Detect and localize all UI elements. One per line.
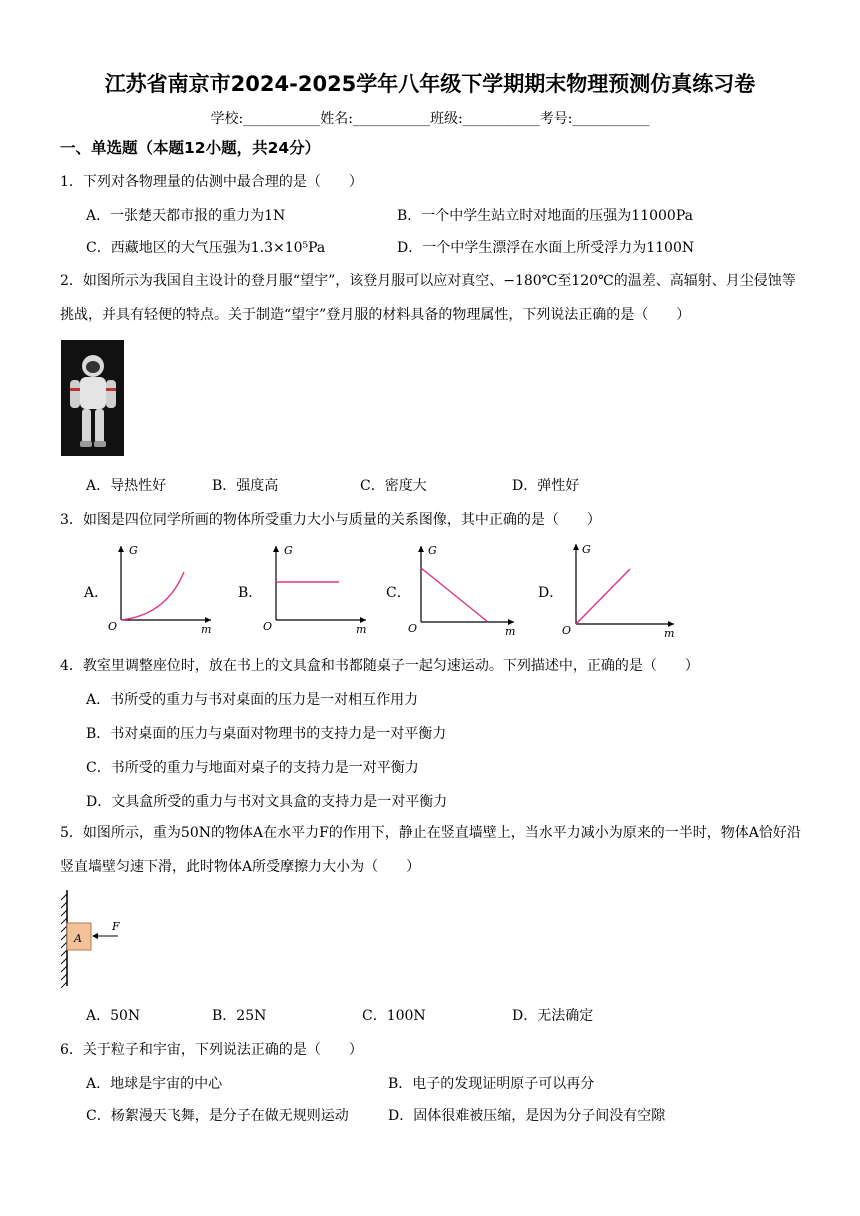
q5-option-d: D．无法确定 [512,1008,594,1024]
q3-graph-b [261,540,371,635]
question-6-stem: 6．关于粒子和宇宙，下列说法正确的是（ ） [60,1042,363,1058]
q6-option-a: A．地球是宇宙的中心 [86,1076,223,1092]
q3-option-c: C． [386,585,411,601]
axis-m: m [505,625,516,637]
axis-m: m [664,627,675,640]
q3-graph-a [106,540,216,635]
q2-option-b: B．强度高 [212,478,279,494]
axis-g: G [428,544,437,557]
q6-option-b: B．电子的发现证明原子可以再分 [388,1076,595,1092]
q6-option-d: D．固体很难被压缩，是因为分子间没有空隙 [388,1108,666,1124]
q2-option-c: C．密度大 [360,478,427,494]
question-1-stem: 1．下列对各物理量的估测中最合理的是（ ） [60,174,363,190]
axis-m: m [201,623,212,635]
q3-graph-d [560,540,678,640]
q2-option-a: A．导热性好 [86,478,167,494]
q4-option-a: A．书所受的重力与书对桌面的压力是一对相互作用力 [86,692,419,708]
question-4-stem: 4．教室里调整座位时，放在书上的文具盒和书都随桌子一起匀速运动。下列描述中，正确的是（ ） [60,658,699,674]
q3-option-d: D． [538,585,564,601]
q3-option-b: B． [238,585,263,601]
q3-option-a: A． [84,585,109,601]
student-info-line: 学校:___________姓名:___________班级:___________考号:___________ [210,111,650,127]
q5-option-a: A．50N [86,1008,141,1024]
q5-option-c: C．100N [362,1008,426,1024]
q3-graph-c [404,540,519,637]
axis-g: G [284,544,293,557]
q4-option-c: C．书所受的重力与地面对桌子的支持力是一对平衡力 [86,760,419,776]
q2-option-d: D．弹性好 [512,478,580,494]
q1-option-d: D．一个中学生漂浮在水面上所受浮力为1100N [397,240,695,256]
q4-option-d: D．文具盒所受的重力与书对文具盒的支持力是一对平衡力 [86,794,448,810]
axis-g: G [129,544,138,557]
wall-block-figure [60,888,152,988]
q1-option-c: C．西藏地区的大气压强为1.3×10⁵Pa [86,240,326,256]
q4-option-b: B．书对桌面的压力与桌面对物理书的支持力是一对平衡力 [86,726,447,742]
q6-option-c: C．杨絮漫天飞舞，是分子在做无规则运动 [86,1108,349,1124]
axis-m: m [356,623,367,635]
section-heading: 一、单选题（本题12小题，共24分） [60,139,321,157]
question-2-stem: 2．如图所示为我国自主设计的登月服“望宇”，该登月服可以应对真空、−180℃至120℃的温差、高辐射、月尘侵蚀等挑战，并具有轻便的特点。关于制造“望宇”登月服的材料具备的物理属性，下列说法正确的是（ ） [60,273,796,323]
axis-g: G [582,543,591,556]
origin-o: O [562,624,572,637]
block-label: A [74,932,82,945]
q1-option-a: A．一张楚天都市报的重力为1N [86,208,286,224]
astronaut-photo [61,340,124,456]
origin-o: O [408,622,418,635]
q5-option-b: B．25N [212,1008,267,1024]
q1-option-b: B．一个中学生站立时对地面的压强为11000Pa [397,208,693,224]
force-label: F [112,920,120,933]
question-3-stem: 3．如图是四位同学所画的物体所受重力大小与质量的关系图像，其中正确的是（ ） [60,512,601,528]
question-5-stem: 5．如图所示，重为50N的物体A在水平力F的作用下，静止在竖直墙壁上，当水平力减小为原来的一半时，物体A恰好沿竖直墙壁匀速下滑，此时物体A所受摩擦力大小为（ ） [60,825,801,875]
document-title: 江苏省南京市2024-2025学年八年级下学期期末物理预测仿真练习卷 [104,72,756,96]
origin-o: O [108,620,118,633]
origin-o: O [263,620,273,633]
